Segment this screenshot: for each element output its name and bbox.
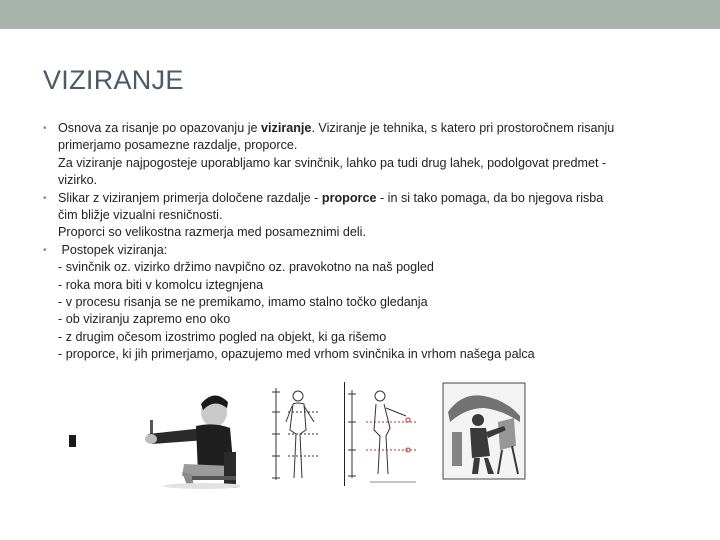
text-run: Osnova za risanje po opazovanju je: [58, 121, 262, 135]
bullet-item-1: [43, 120, 683, 190]
bullet-item-2: [43, 190, 683, 242]
bullet-2-line-3: Proporci so velikostna razmerja med posameznimi deli.: [58, 225, 366, 240]
keyword-proporce: proporce: [321, 190, 377, 205]
figure-divider: [344, 382, 345, 486]
text-run: . Viziranje je tehnika, s katero pri prostoročnem risanju: [311, 121, 615, 135]
bullet-dot-icon: •: [43, 123, 47, 134]
bullet-item-3: [43, 242, 683, 364]
bullet-dot-icon: •: [43, 244, 47, 256]
sketch-figure-proportions-1: [266, 382, 332, 486]
bullet-dot-icon: •: [43, 192, 47, 204]
top-accent-bar: [0, 0, 720, 29]
bullet-2-line-1: [58, 190, 683, 207]
photo-man-sighting-pencil: [64, 382, 240, 490]
text-run: Slikar z viziranjem primerja določene razdalje -: [58, 190, 322, 205]
engraving-artist-sighting: [442, 382, 526, 480]
bullet-3-line-6: - z drugim očesom izostrimo pogled na objekt, ki ga rišemo: [58, 329, 387, 344]
slide-title: VIZIRANJE: [43, 65, 184, 95]
bullet-1-line-4: vizirko.: [58, 173, 98, 188]
bullet-1-line-2: primerjamo posamezne razdalje, proporce.: [58, 138, 298, 153]
illustration-strip: [0, 380, 720, 490]
bullet-list: [43, 120, 683, 364]
bullet-3-line-4: - v procesu risanja se ne premikamo, imamo stalno točko gledanja: [58, 295, 428, 310]
bullet-3-line-2: - svinčnik oz. vizirko držimo navpično oz. pravokotno na naš pogled: [58, 260, 434, 275]
sketch-figure-proportions-2: [346, 382, 428, 488]
bullet-3-line-3: - roka mora biti v komolcu iztegnjena: [58, 277, 264, 292]
bullet-2-line-2: čim bližje vizualni resničnosti.: [58, 208, 223, 223]
bullet-1-line-1: [58, 120, 683, 137]
bullet-1-line-3: Za viziranje najpogosteje uporabljamo kar svinčnik, lahko pa tudi drug lahek, podolgovat predmet -: [58, 155, 607, 170]
bullet-3-line-1: Postopek viziranja:: [58, 242, 168, 257]
keyword-viziranje: viziranje: [261, 121, 312, 135]
text-run: - in si tako pomaga, da bo njegova risba: [376, 190, 604, 205]
bullet-3-line-5: - ob viziranju zapremo eno oko: [58, 312, 231, 327]
bullet-3-line-7: - proporce, ki jih primerjamo, opazujemo med vrhom svinčnika in vrhom našega palca: [58, 347, 535, 362]
